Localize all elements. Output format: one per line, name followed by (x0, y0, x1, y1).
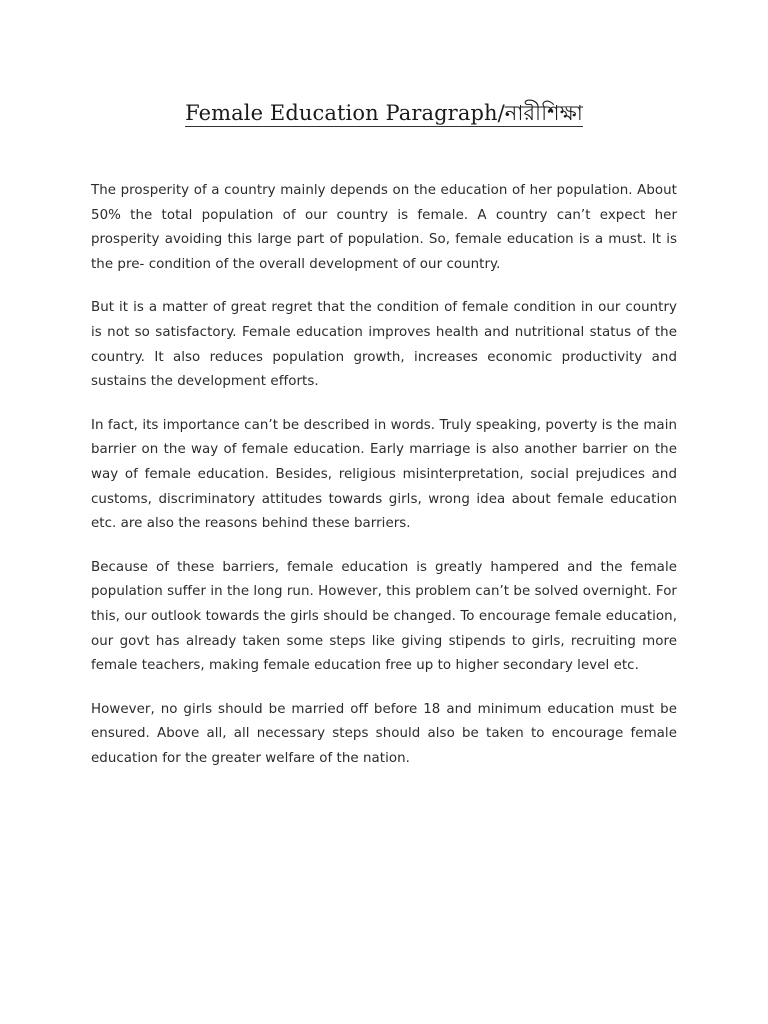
document-body (91, 179, 677, 790)
page-title (0, 98, 768, 128)
page-title-text: Female Education Paragraph/নারীশিক্ষা (185, 101, 583, 125)
paragraph-5: However, no girls should be married off before 18 and minimum education must be ensured. Above all, all necessary steps should also be taken to encourage female education for the greater welfare of the nation. (91, 701, 677, 766)
paragraph-2: But it is a matter of great regret that the condition of female condition in our country is not so satisfactory. Female education improves health and nutritional status of the country. It also reduces population growth, increases economic productivity and sustains the development efforts. (91, 300, 677, 390)
paragraph-3: In fact, its importance can’t be described in words. Truly speaking, poverty is the main barrier on the way of female education. Early marriage is also another barrier on the way of female education. Besides, religious misinterpretation, social prejudices and customs, discriminatory attitudes towards girls, wrong idea about female education etc. are also the reasons behind these barriers. (91, 417, 677, 532)
paragraph-4: Because of these barriers, female education is greatly hampered and the female population suffer in the long run. However, this problem can’t be solved overnight. For this, our outlook towards the girls should be changed. To encourage female education, our govt has already taken some steps like giving stipends to girls, recruiting more female teachers, making female education free up to higher secondary level etc. (91, 559, 677, 674)
paragraph-1: The prosperity of a country mainly depends on the education of her population. About 50% the total population of our country is female. A country can’t expect her prosperity avoiding this large part of population. So, female education is a must. It is the pre- condition of the overall development of our country. (91, 183, 677, 272)
